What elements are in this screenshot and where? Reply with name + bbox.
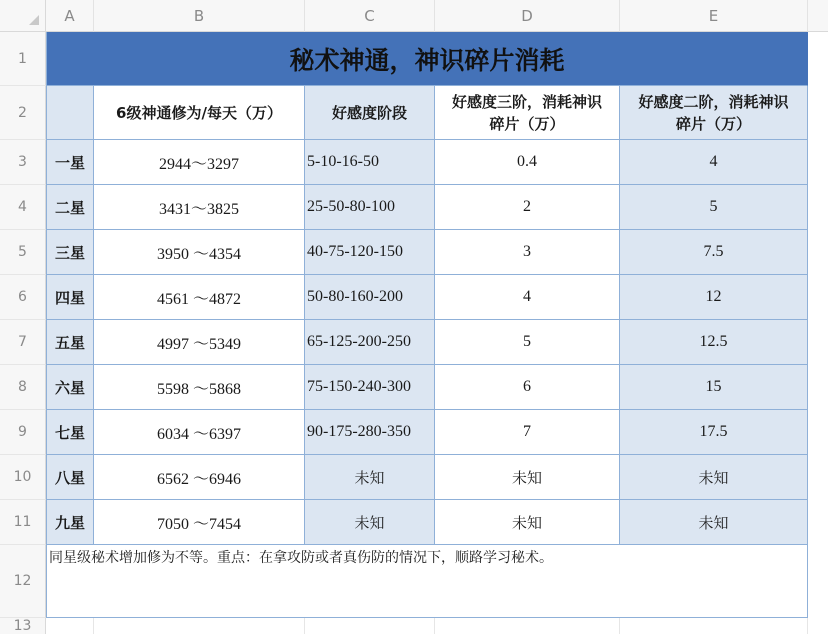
empty-cell-b13[interactable] — [94, 618, 305, 634]
affinity-stages-cell[interactable]: 90-175-280-350 — [305, 410, 435, 455]
header-affinity-stage[interactable]: 好感度阶段 — [305, 86, 435, 140]
affinity-stages-cell[interactable]: 65-125-200-250 — [305, 320, 435, 365]
row-header-5[interactable]: 5 — [0, 230, 46, 275]
select-all-corner[interactable] — [0, 0, 46, 32]
affinity-stages-cell[interactable]: 75-150-240-300 — [305, 365, 435, 410]
header-third-stage-line2: 碎片（万） — [489, 114, 565, 133]
star-cell[interactable]: 一星 — [46, 140, 94, 185]
affinity-stages-cell[interactable]: 50-80-160-200 — [305, 275, 435, 320]
row-header-9[interactable]: 9 — [0, 410, 46, 455]
row-header-4[interactable]: 4 — [0, 185, 46, 230]
column-header-a[interactable]: A — [46, 0, 94, 32]
empty-cell-e13[interactable] — [620, 618, 808, 634]
third-stage-cost-cell[interactable]: 6 — [435, 365, 620, 410]
row-header-10[interactable]: 10 — [0, 455, 46, 500]
empty-cell-c13[interactable] — [305, 618, 435, 634]
note-cell[interactable]: 同星级秘术增加修为不等。重点：在拿攻防或者真伤防的情况下，顺路学习秘术。 — [46, 545, 808, 618]
affinity-stages-cell[interactable]: 未知 — [305, 500, 435, 545]
third-stage-cost-cell[interactable]: 0.4 — [435, 140, 620, 185]
cultivation-range-cell[interactable]: 3431～3825 — [94, 185, 305, 230]
column-header-e[interactable]: E — [620, 0, 808, 32]
row-header-11[interactable]: 11 — [0, 500, 46, 545]
second-stage-cost-cell[interactable]: 未知 — [620, 500, 808, 545]
cultivation-range-cell[interactable]: 5598 ～5868 — [94, 365, 305, 410]
row-header-1[interactable]: 1 — [0, 32, 46, 86]
third-stage-cost-cell[interactable]: 7 — [435, 410, 620, 455]
row-header-13[interactable]: 13 — [0, 618, 46, 634]
star-cell[interactable]: 九星 — [46, 500, 94, 545]
star-cell[interactable]: 七星 — [46, 410, 94, 455]
affinity-stages-cell[interactable]: 40-75-120-150 — [305, 230, 435, 275]
star-cell[interactable]: 四星 — [46, 275, 94, 320]
star-cell[interactable]: 五星 — [46, 320, 94, 365]
star-cell[interactable]: 二星 — [46, 185, 94, 230]
cultivation-range-cell[interactable]: 6034 ～6397 — [94, 410, 305, 455]
empty-cell-d13[interactable] — [435, 618, 620, 634]
cultivation-range-cell[interactable]: 4997 ～5349 — [94, 320, 305, 365]
third-stage-cost-cell[interactable]: 未知 — [435, 500, 620, 545]
third-stage-cost-cell[interactable]: 未知 — [435, 455, 620, 500]
cultivation-range-cell[interactable]: 6562 ～6946 — [94, 455, 305, 500]
header-third-stage-line1: 好感度三阶，消耗神识 — [451, 92, 602, 111]
header-second-stage-line1: 好感度二阶，消耗神识 — [638, 92, 789, 111]
row-header-2[interactable]: 2 — [0, 86, 46, 140]
header-second-stage-cost[interactable] — [620, 86, 808, 140]
star-cell[interactable]: 八星 — [46, 455, 94, 500]
column-header-f[interactable] — [808, 0, 828, 32]
header-cell-a2[interactable] — [46, 86, 94, 140]
sheet-title[interactable]: 秘术神通，神识碎片消耗 — [46, 32, 808, 86]
column-header-d[interactable]: D — [435, 0, 620, 32]
second-stage-cost-cell[interactable]: 12 — [620, 275, 808, 320]
affinity-stages-cell[interactable]: 25-50-80-100 — [305, 185, 435, 230]
third-stage-cost-cell[interactable]: 5 — [435, 320, 620, 365]
cultivation-range-cell[interactable]: 4561 ～4872 — [94, 275, 305, 320]
select-all-triangle-icon — [29, 15, 39, 25]
second-stage-cost-cell[interactable]: 12.5 — [620, 320, 808, 365]
row-header-12[interactable]: 12 — [0, 545, 46, 618]
column-header-b[interactable]: B — [94, 0, 305, 32]
second-stage-cost-cell[interactable]: 17.5 — [620, 410, 808, 455]
row-header-7[interactable]: 7 — [0, 320, 46, 365]
row-header-6[interactable]: 6 — [0, 275, 46, 320]
affinity-stages-cell[interactable]: 5-10-16-50 — [305, 140, 435, 185]
header-cultivation-per-day[interactable]: 6级神通修为/每天（万） — [94, 86, 305, 140]
cultivation-range-cell[interactable]: 3950 ～4354 — [94, 230, 305, 275]
affinity-stages-cell[interactable]: 未知 — [305, 455, 435, 500]
star-cell[interactable]: 六星 — [46, 365, 94, 410]
cultivation-range-cell[interactable]: 7050 ～7454 — [94, 500, 305, 545]
header-third-stage-cost[interactable] — [435, 86, 620, 140]
second-stage-cost-cell[interactable]: 7.5 — [620, 230, 808, 275]
second-stage-cost-cell[interactable]: 5 — [620, 185, 808, 230]
second-stage-cost-cell[interactable]: 15 — [620, 365, 808, 410]
second-stage-cost-cell[interactable]: 未知 — [620, 455, 808, 500]
row-header-8[interactable]: 8 — [0, 365, 46, 410]
cultivation-range-cell[interactable]: 2944～3297 — [94, 140, 305, 185]
star-cell[interactable]: 三星 — [46, 230, 94, 275]
row-header-3[interactable]: 3 — [0, 140, 46, 185]
third-stage-cost-cell[interactable]: 4 — [435, 275, 620, 320]
column-header-c[interactable]: C — [305, 0, 435, 32]
second-stage-cost-cell[interactable]: 4 — [620, 140, 808, 185]
header-second-stage-line2: 碎片（万） — [675, 114, 751, 133]
third-stage-cost-cell[interactable]: 3 — [435, 230, 620, 275]
empty-cell-a13[interactable] — [46, 618, 94, 634]
third-stage-cost-cell[interactable]: 2 — [435, 185, 620, 230]
